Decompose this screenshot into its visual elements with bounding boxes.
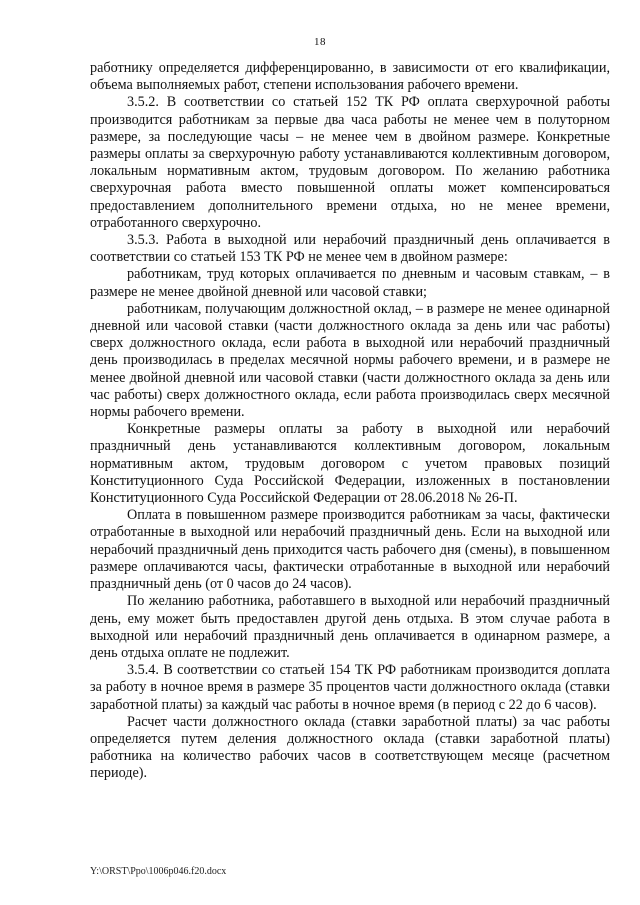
paragraph-continuation: работнику определяется дифференцированно, в зависимости от его квалификации, объема выполняемых работ, степени использования рабочего времени. [90, 60, 610, 94]
paragraph-hourly-calculation: Расчет части должностного оклада (ставки заработной платы) за час работы определяется путем деления должностного оклада (ставки заработной платы) работника на количество рабочих часов в соответствующем месяце (расчетном периоде). [90, 713, 610, 782]
document-body [90, 60, 610, 783]
paragraph-salaried-workers: работникам, получающим должностной оклад, – в размере не менее одинарной дневной или часовой ставки (части должностного оклада за день или час работы) сверх должностного оклада, если работа в выходной или нерабочий праздничный день производилась в пределах месячной нормы рабочего времени, и в размере не менее двойной дневной или часовой ставки (части должностного оклада за день или час работы) сверх должностного оклада, если работа производилась сверх месячной нормы рабочего времени. [90, 300, 610, 421]
paragraph-3-5-2: 3.5.2. В соответствии со статьей 152 ТК РФ оплата сверхурочной работы производится работникам за первые два часа работы не менее чем в полуторном размере, за последующие часы – не менее чем в двойном размере. Конкретные размеры оплаты за сверхурочную работу устанавливаются коллективным договором, локальным нормативным актом, трудовым договором. По желанию работника сверхурочная работа вместо повышенной оплаты может компенсироваться предоставлением дополнительного времени отдыха, но не менее времени, отработанного сверхурочно. [90, 94, 610, 231]
paragraph-specific-rates: Конкретные размеры оплаты за работу в выходной или нерабочий праздничный день устанавливаются коллективным договором, локальным нормативным актом, трудовым договором с учетом правовых позиций Конституционного Суда Российской Федерации, изложенных в постановлении Конституционного Суда Российской Федерации от 28.06.2018 № 26-П. [90, 421, 610, 507]
paragraph-hourly-workers: работникам, труд которых оплачивается по дневным и часовым ставкам, – в размере не менее двойной дневной или часовой ставки; [90, 266, 610, 300]
page-number: 18 [314, 36, 326, 48]
paragraph-3-5-3: 3.5.3. Работа в выходной или нерабочий праздничный день оплачивается в соответствии со статьей 153 ТК РФ не менее чем в двойном размере: [90, 232, 610, 266]
paragraph-3-5-4: 3.5.4. В соответствии со статьей 154 ТК РФ работникам производится доплата за работу в ночное время в размере 35 процентов части должностного оклада (ставки заработной платы) за каждый час работы в ночное время (в период с 22 до 6 часов). [90, 662, 610, 713]
footer-file-path: Y:\ORST\Ppo\1006p046.f20.docx [90, 866, 227, 877]
paragraph-day-off: По желанию работника, работавшего в выходной или нерабочий праздничный день, ему может быть предоставлен другой день отдыха. В этом случае работа в выходной или нерабочий праздничный день оплачивается в одинарном размере, а день отдыха оплате не подлежит. [90, 593, 610, 661]
paragraph-increased-pay: Оплата в повышенном размере производится работникам за часы, фактически отработанные в выходной или нерабочий праздничный день. Если на выходной или нерабочий праздничный день приходится часть рабочего дня (смены), в повышенном размере оплачиваются часы, фактически отработанные в выходной или нерабочий праздничный день (от 0 часов до 24 часов). [90, 507, 610, 593]
